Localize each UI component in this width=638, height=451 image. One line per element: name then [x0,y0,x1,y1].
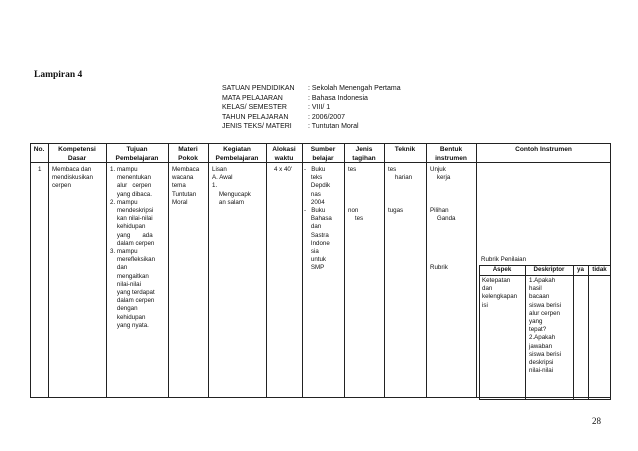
cell-sumber-line: sia [304,248,319,256]
cell-jenis-line [348,174,363,182]
cell-jenis-line: tes [348,215,364,223]
identity-value: : 2006/2007 [308,113,345,121]
cell-kompetensi [52,166,93,191]
rubric-header-divider [479,275,611,276]
identity-value: : Bahasa Indonesia [308,94,368,102]
rubric-deskriptor-line: yang [529,318,543,326]
rubric-deskriptor-line: jawaban [529,342,553,350]
cell-kompetensi-line: Membaca dan [52,166,92,173]
rubric-deskriptor-line: nilai-nilai [529,367,554,375]
header-kegiatan-line: Kegiatan [223,146,251,153]
header-materi [168,145,208,163]
cell-tujuan-line: 1. mampu [110,166,138,173]
cell-sumber-line: nas [304,190,321,198]
cell-materi-line: tema [172,182,186,190]
cell-bentuk-line [430,223,455,231]
cell-jenis-line: non [348,207,359,215]
rubric-header-ya: ya [577,266,584,273]
identity-label: SATUAN PENDIDIKAN [222,85,295,92]
rubric-deskriptor-line: alur cerpen [529,309,560,317]
header-materi-line: Materi [178,146,198,153]
identity-label: TAHUN PELAJARAN [222,113,289,121]
cell-tujuan-line: kehidupan [110,223,146,231]
cell-alokasi [274,166,292,174]
cell-teknik [388,166,412,215]
cell-teknik-line [388,182,412,190]
cell-no-line: 1 [38,166,42,173]
rubric-deskriptor-line: hasil [529,285,542,293]
cell-sumber-line: Bahasa [304,215,332,223]
cell-sumber [304,166,332,273]
cell-bentuk-line [430,232,455,240]
column-divider [168,143,169,398]
cell-jenis-line [348,191,363,199]
cell-sumber-line: Indone [304,239,330,247]
header-kegiatan-line: Pembelajaran [215,155,259,162]
column-divider [302,143,303,398]
cell-tujuan-line: merefleksikan [110,256,156,264]
cell-materi-line: wacana [172,174,194,182]
cell-materi-line: Membaca [172,166,200,173]
rubric-aspek-line: dan [482,285,493,293]
rubric-col-divider [573,265,574,400]
rubric-col-divider [588,265,589,400]
header-tujuan-line: Tujuan [126,146,148,153]
cell-bentuk [430,166,455,273]
cell-bentuk-line [430,182,455,190]
identity-value: : Sekolah Menengah Pertama [308,85,401,92]
cell-tujuan-line: dalam cerpen [110,239,155,247]
cell-teknik-line [388,199,412,207]
header-alokasi-line: Alokasi [272,146,296,153]
header-contoh-line: Contoh Instrumen [515,146,572,153]
cell-tujuan-line: yang dibaca. [110,190,152,198]
cell-bentuk-line [430,191,455,199]
cell-bentuk-line: Pilihan [430,207,449,215]
header-no [30,145,48,154]
cell-tujuan-line: 2. mampu [110,198,138,206]
rubric-deskriptor-line: siswa berisi [529,301,561,309]
rubric-header-deskriptor: Deskriptor [533,266,565,273]
header-tujuan [106,145,168,163]
cell-tujuan-line: menentukan [110,174,151,182]
cell-bentuk-line: Unjuk [430,166,446,173]
column-divider [266,143,267,398]
cell-tujuan-line: mengaitkan [110,272,149,280]
cell-teknik-line [388,191,412,199]
cell-materi-line: Moral [172,198,188,206]
rubric-deskriptor-line: tepat? [529,326,547,334]
cell-bentuk-line: kerja [430,174,451,182]
header-alokasi [266,145,302,163]
page-number: 28 [592,416,601,426]
header-alokasi-line: waktu [274,155,294,162]
column-divider [344,143,345,398]
cell-kegiatan-line: an salam [212,198,244,206]
cell-tujuan-line: yang ada [110,231,153,239]
cell-tujuan-line: mendeskripsi [110,207,154,215]
cell-sumber-line: Sastra [304,231,329,239]
cell-tujuan-line: dan [110,264,128,272]
cell-bentuk-line: Ganda [430,215,456,223]
identity-value: : VIII/ 1 [308,104,331,111]
rubric-header-tidak: tidak [592,266,607,273]
cell-sumber-line: 2004 [304,198,325,206]
header-contoh [476,145,611,154]
header-jenis-line: Jenis [355,146,373,153]
header-sumber-line: Sumber [310,146,336,153]
cell-kegiatan [212,166,251,207]
cell-no [38,166,41,174]
cell-teknik-line: harian [388,174,413,182]
header-sumber-line: belajar [312,155,334,162]
cell-tujuan-line: dalam cerpen [110,297,155,305]
header-teknik [384,145,426,154]
cell-sumber-line: - Buku [304,166,326,173]
header-jenis [344,145,384,163]
cell-jenis-line [348,182,363,190]
identity-label: MATA PELAJARAN [222,94,283,102]
identity-label: JENIS TEKS/ MATERI [222,123,292,130]
cell-kegiatan-line: A. Awal [212,174,233,182]
cell-alokasi-line: 4 x 40' [274,166,293,173]
cell-tujuan-line: yang nyata. [110,321,149,329]
identity-row [222,122,401,132]
header-kompetensi-line: Kompetensi [58,146,96,153]
cell-tujuan-line: 3. mampu [110,248,138,256]
column-divider [48,143,49,398]
header-bentuk-line: instrumen [435,155,467,162]
cell-sumber-line: - Buku [304,207,326,215]
cell-materi [172,166,199,207]
cell-kegiatan-line: Lisan [212,166,227,173]
header-kompetensi-line: Dasar [67,155,87,162]
header-teknik-line: Teknik [394,146,416,153]
cell-tujuan-line: yang terdapat [110,289,155,297]
identity-row [222,94,401,104]
cell-kompetensi-line: mendiskusikan [52,174,93,182]
cell-bentuk-line [430,240,455,248]
column-divider [106,143,107,398]
rubric-deskriptor-line: 1.Apakah [529,277,556,284]
cell-sumber-line: SMP [304,264,325,272]
header-bentuk-line: Bentuk [439,146,463,153]
cell-tujuan-line: alur cerpen [110,182,152,190]
column-divider [208,143,209,398]
identity-value: : Tuntutan Moral [308,123,359,130]
appendix-label: Lampiran 4 [34,70,83,80]
cell-jenis-line [348,199,363,207]
cell-bentuk-line [430,256,455,264]
header-kegiatan [208,145,266,163]
rubric-deskriptor [529,277,561,375]
cell-sumber-line: teks [304,174,323,182]
cell-tujuan [110,166,155,330]
header-kompetensi [48,145,106,163]
rubric-aspek [482,277,517,310]
rubric-col-divider [525,265,526,400]
cell-tujuan-line: dengan [110,305,138,313]
cell-kegiatan-line: Mengucapk [212,190,251,198]
header-jenis-line: tagihan [352,155,376,162]
cell-sumber-line: Depdik [304,182,331,190]
rubric-aspek-line: isi [482,301,488,309]
cell-teknik-line: tugas [388,207,404,215]
cell-jenis [348,166,363,223]
cell-materi-line: Tuntutan [172,190,197,198]
cell-tujuan-line: nilai-nilai [110,280,141,288]
header-bentuk [426,145,476,163]
cell-kegiatan-line: 1. [212,182,218,190]
header-tujuan-line: Pembelajaran [115,155,159,162]
identity-row [222,103,401,113]
rubric-header-aspek: Aspek [492,266,512,273]
cell-bentuk-line: Rubrik [430,264,448,272]
identity-label: KELAS/ SEMESTER [222,104,287,111]
cell-bentuk-line [430,199,455,207]
cell-sumber-line: untuk [304,256,327,264]
identity-block [222,84,401,132]
header-sumber [302,145,344,163]
cell-sumber-line: dan [304,223,322,231]
column-divider [384,143,385,398]
identity-row [222,113,401,123]
header-no-line: No. [33,146,45,153]
cell-jenis-line: tes [348,166,357,173]
header-materi-line: Pokok [178,155,198,162]
rubric-title: Rubrik Penilaian [481,256,527,263]
cell-tujuan-line: kan nilai-nilai [110,215,153,223]
column-divider [476,143,477,398]
rubric-deskriptor-line: siswa berisi [529,350,561,358]
rubric-deskriptor-line: 2.Apakah [529,334,556,342]
rubric-aspek-line: Ketepatan [482,277,511,284]
rubric-aspek-line: kelengkapan [482,293,518,301]
identity-row [222,84,401,94]
cell-kompetensi-line: cerpen [52,182,71,190]
cell-tujuan-line: kehidupan [110,313,146,321]
cell-bentuk-line [430,248,455,256]
rubric-deskriptor-line: bacaan [529,293,550,301]
column-divider [426,143,427,398]
rubric-deskriptor-line: deskripsi [529,359,554,367]
cell-teknik-line: tes [388,166,397,173]
